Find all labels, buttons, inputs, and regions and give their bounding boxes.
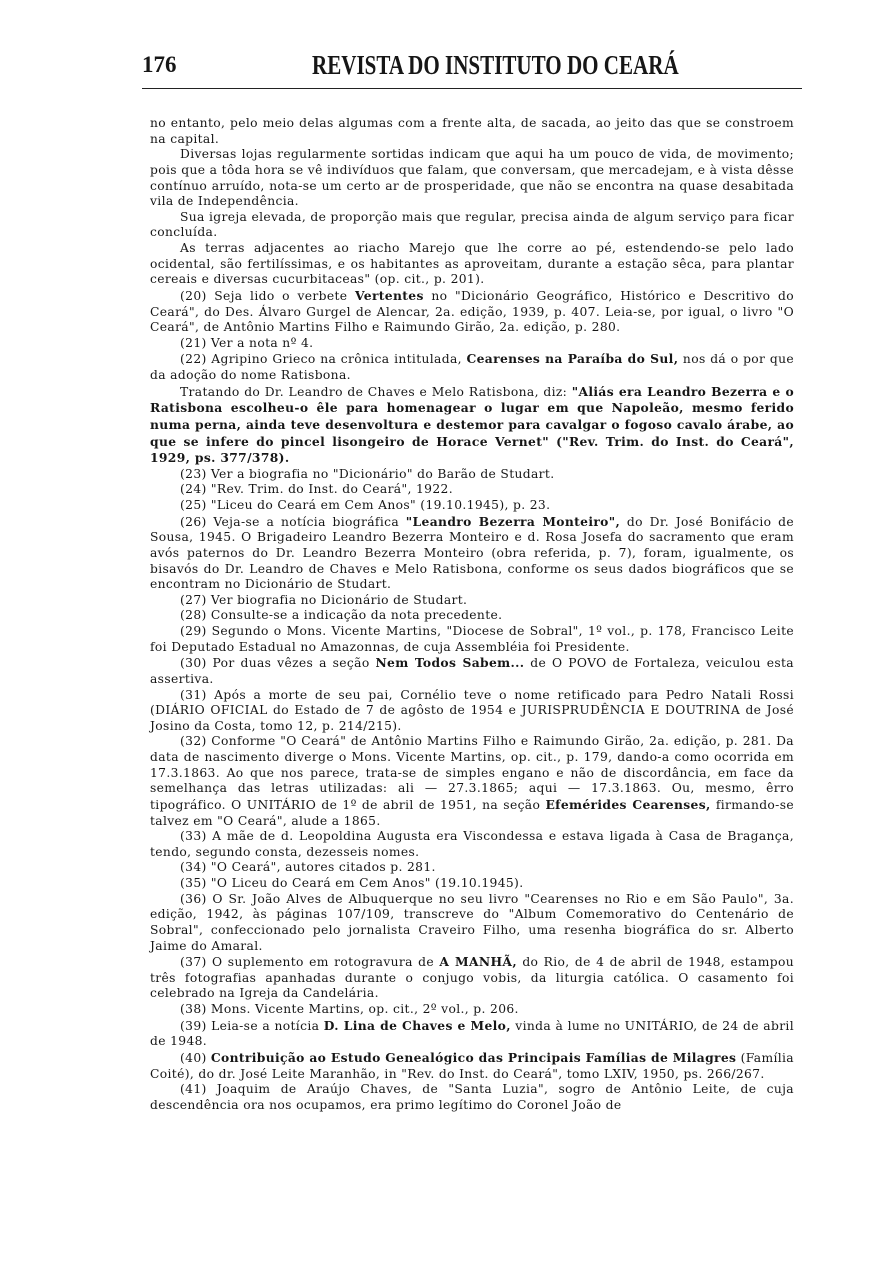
footnote-paragraph: (23) Ver a biografia no "Dicionário" do Barão de Studart.	[180, 466, 555, 481]
footnote-paragraph: (33) A mãe de d. Leopoldina Augusta era Viscondessa e estava ligada à Casa de Bragança, tendo, segundo consta, dezesseis nomes.	[150, 829, 794, 859]
footnote-paragraph: (22) Agripino Grieco na crônica intitulada, Cearenses na Paraíba do Sul, nos dá o por que da adoção do nome Ratisbona.	[150, 351, 794, 382]
footnote-paragraph: (24) "Rev. Trim. do Inst. do Ceará", 1922.	[180, 482, 453, 497]
footnote-paragraph: (28) Consulte-se a indicação da nota precedente.	[180, 608, 503, 623]
header-rule	[142, 88, 802, 89]
footnote-paragraph: (41) Joaquim de Araújo Chaves, de "Santa Luzia", sogro de Antônio Leite, de cuja descendência ora nos ocupamos, era primo legítimo do Coronel João de	[150, 1082, 794, 1112]
footnote-paragraph: (39) Leia-se a notícia D. Lina de Chaves e Melo, vinda à lume no UNITÁRIO, de 24 de abril de 1948.	[150, 1017, 794, 1049]
footnote-paragraph: (37) O suplemento em rotogravura de A MANHÃ, do Rio, de 4 de abril de 1948, estampou três fotografias apanhadas durante o conjugo vobis, da liturgia católica. O casamento foi celebrado na Igreja da Candelária.	[150, 954, 794, 1001]
body-paragraph: no entanto, pelo meio delas algumas com a frente alta, de sacada, ao jeito das que se constroem na capital.	[150, 116, 794, 146]
footnote-paragraph: (36) O Sr. João Alves de Albuquerque no seu livro "Cearenses no Rio e em São Paulo", 3a. edição, 1942, às páginas 107/109, transcreve do "Album Comemorativo do Centenário de Sobral", confeccionado pelo jornalista Craveiro Filho, uma resenha biográfica do sr. Alberto Jaime do Amaral.	[150, 891, 794, 953]
footnote-paragraph: (21) Ver a nota nº 4.	[180, 335, 314, 350]
footnote-paragraph: (38) Mons. Vicente Martins, op. cit., 2º vol., p. 206.	[180, 1002, 519, 1016]
page-header	[142, 52, 802, 88]
footnote-paragraph: (30) Por duas vêzes a seção Nem Todos Sabem... de O POVO de Fortaleza, veiculou esta assertiva.	[150, 655, 794, 686]
footnote-paragraph: (35) "O Liceu do Ceará em Cem Anos" (19.10.1945).	[180, 876, 524, 890]
footnote-paragraph: Tratando do Dr. Leandro de Chaves e Melo Ratisbona, diz: "Aliás era Leandro Bezerra e o Ratisbona escolheu-o êle para homenagear o lugar em que Napoleão, mesmo ferido numa perna, ainda teve desenvoltura e destemor para cavalgar o fogoso cavalo árabe, ao que se infere do pincel lisongeiro de Horace Vernet" ("Rev. Trim. do Inst. do Ceará", 1929, ps. 377/378).	[150, 383, 794, 466]
running-title: REVISTA DO INSTITUTO DO CEARÁ	[312, 50, 679, 80]
page-number: 176	[142, 52, 177, 77]
body-text	[150, 116, 794, 1113]
footnote-paragraph: (25) "Liceu do Ceará em Cem Anos" (19.10.1945), p. 23.	[180, 498, 551, 512]
body-paragraph: Sua igreja elevada, de proporção mais que regular, precisa ainda de algum serviço para ficar concluída.	[150, 209, 794, 240]
footnote-paragraph: (20) Seja lido o verbete Vertentes no "Dicionário Geográfico, Histórico e Descritivo do Ceará", do Des. Álvaro Gurgel de Alencar, 2a. edição, 1939, p. 407. Leia-se, por igual, o livro "O Ceará", de Antônio Martins Filho e Raimundo Girão, 2a. edição, p. 280.	[150, 287, 794, 335]
footnote-paragraph: (29) Segundo o Mons. Vicente Martins, "Diocese de Sobral", 1º vol., p. 178, Francisco Leite foi Deputado Estadual no Amazonnas, de cuja Assembléia foi Presidente.	[150, 624, 794, 654]
footnote-paragraph: (31) Após a morte de seu pai, Cornélio teve o nome retificado para Pedro Natali Rossi (DIÁRIO OFICIAL do Estado de 7 de agôsto de 1954 e JURISPRUDÊNCIA E DOUTRINA de José Josino da Costa, tomo 12, p. 214/215).	[150, 687, 794, 733]
footnote-paragraph: (34) "O Ceará", autores citados p. 281.	[180, 860, 436, 875]
body-paragraph: Diversas lojas regularmente sortidas indicam que aqui ha um pouco de vida, de movimento; pois que a tôda hora se vê indivíduos que falam, que conversam, que mercadejam, e à vista dêsse contínuo arruído, nota-se um certo ar de prosperidade, que não se encontra na quase desabitada vila de Independência.	[150, 147, 794, 209]
footnote-paragraph: (32) Conforme "O Ceará" de Antônio Martins Filho e Raimundo Girão, 2a. edição, p. 281. Da data de nascimento diverge o Mons. Vicente Martins, op. cit., p. 179, dando-a como ocorrida em 17.3.1863. Ao que nos parece, trata-se de simples engano e não de discordância, em face da semelhança das letras utilizadas: ali — 27.3.1865; aqui — 17.3.1863. Ou, mesmo, êrro tipográfico. O UNITÁRIO de 1º de abril de 1951, na seção Efemérides Cearenses, firmando-se talvez em "O Ceará", alude a 1865.	[150, 734, 794, 828]
body-paragraph: As terras adjacentes ao riacho Marejo que lhe corre ao pé, estendendo-se pelo lado ocidental, são fertilíssimas, e os habitantes as aproveitam, durante a estação sêca, para plantar cereais e diversas cucurbitaceas" (op. cit., p. 201).	[150, 241, 794, 287]
footnote-paragraph: (26) Veja-se a notícia biográfica "Leandro Bezerra Monteiro", do Dr. José Bonifácio de Sousa, 1945. O Brigadeiro Leandro Bezerra Monteiro e d. Rosa Josefa do sacramento que eram avós paternos do Dr. Leandro Bezerra Monteiro (obra referida, p. 7), foram, igualmente, os bisavós do Dr. Leandro de Chaves e Melo Ratisbona, conforme os seus dados biográficos que se encontram no Dicionário de Studart.	[150, 513, 794, 592]
footnote-paragraph: (27) Ver biografia no Dicionário de Studart.	[180, 592, 468, 607]
footnote-paragraph: (40) Contribuição ao Estudo Genealógico das Principais Famílias de Milagres (Família Coité), do dr. José Leite Maranhão, in "Rev. do Inst. do Ceará", tomo LXIV, 1950, ps. 266/267.	[150, 1049, 794, 1081]
